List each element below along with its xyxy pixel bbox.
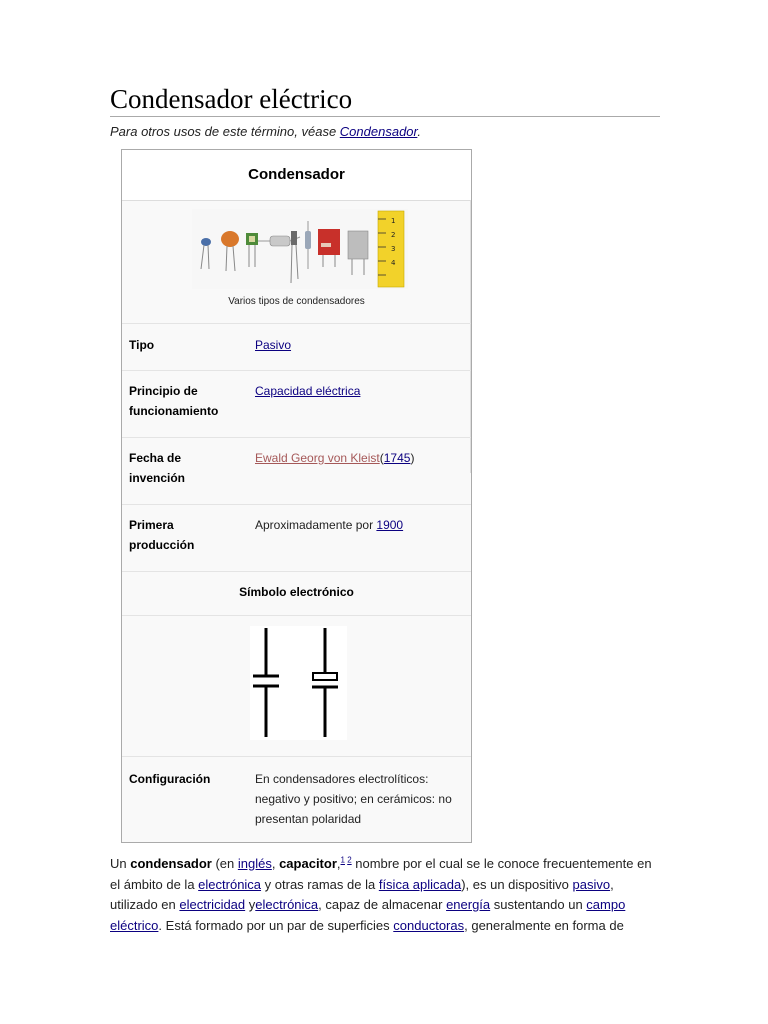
svg-text:3: 3 (391, 245, 396, 253)
link-pasivo[interactable]: Pasivo (255, 338, 292, 352)
text: nombre por el cual se le conoce frecuentemente en el ámbito de la (110, 856, 652, 892)
term-capacitor: capacitor (279, 856, 337, 871)
title-divider (110, 116, 660, 117)
link-pasivo-body[interactable]: pasivo (572, 876, 611, 892)
infobox (121, 149, 472, 843)
hatnote-link[interactable]: Condensador (339, 124, 418, 139)
row-value-fecha (255, 448, 467, 468)
text: , generalmente en forma de (464, 917, 624, 933)
text: Un (110, 856, 131, 871)
image-caption: Varios tipos de condensadores (228, 296, 365, 307)
link-ingles[interactable]: inglés (237, 856, 272, 871)
link-electronica[interactable]: electrónica (198, 876, 262, 892)
link-ewald-von-kleist[interactable]: Ewald Georg von Kleist (255, 451, 380, 465)
row-divider (122, 437, 471, 438)
row-value-text: Aproximadamente por (255, 518, 377, 532)
article-paragraph (110, 854, 660, 936)
infobox-header (122, 150, 471, 201)
row-label-fecha: Fecha de invención (129, 451, 186, 485)
row-value-principio (255, 381, 467, 401)
link-electricidad[interactable]: electricidad (179, 897, 246, 912)
row-divider (122, 571, 471, 572)
text: y (245, 897, 256, 912)
row-value-tipo (255, 335, 467, 355)
row-divider (122, 615, 471, 616)
row-label-tipo: Tipo (129, 338, 155, 352)
text: (en (211, 856, 238, 871)
text: . Está formado por un par de superficies (158, 917, 394, 933)
row-value-configuracion: En condensadores electrolíticos: negativo y positivo; en cerámicos: no presentan polaridad (255, 772, 452, 826)
row-divider (122, 756, 471, 757)
paren-open: ( (379, 451, 384, 465)
row-value-primera (255, 515, 467, 535)
text: y otras ramas de la (261, 876, 379, 892)
row-divider (122, 504, 471, 505)
page-title: Condensador eléctrico (110, 84, 353, 114)
link-campo-electrico[interactable]: campo eléctrico (110, 897, 626, 933)
text: ), es un dispositivo (461, 876, 573, 892)
row-divider (122, 323, 471, 324)
text: , (271, 856, 280, 871)
svg-text:4: 4 (391, 259, 396, 267)
link-conductoras[interactable]: conductoras (393, 917, 465, 933)
link-electronica-2[interactable]: electrónica (255, 897, 319, 912)
paren-close: ) (410, 451, 415, 465)
hatnote-suffix: . (417, 124, 421, 139)
svg-text:2: 2 (391, 231, 396, 239)
text: , (336, 856, 341, 871)
hatnote-text: Para otros usos de este término, véase (110, 124, 340, 139)
link-1900[interactable]: 1900 (376, 518, 404, 532)
capacitor-symbol[interactable] (250, 626, 347, 740)
text: sustentando un (490, 897, 587, 912)
term-condensador: condensador (130, 856, 212, 871)
row-label-configuracion: Configuración (129, 772, 211, 786)
symbol-header: Símbolo electrónico (239, 585, 354, 599)
row-label-primera: Primera producción (129, 518, 195, 552)
ref-2[interactable]: 2 (347, 855, 352, 865)
text: , utilizado en (110, 876, 614, 912)
hatnote (110, 124, 421, 139)
infobox-title: Condensador (248, 166, 345, 183)
svg-text:1: 1 (391, 217, 396, 225)
capacitor-photo[interactable] (192, 209, 408, 289)
link-energia[interactable]: energía (446, 897, 491, 912)
text: , capaz de almacenar (318, 897, 447, 912)
row-label-principio: Principio de funcionamiento (129, 384, 219, 418)
link-1745[interactable]: 1745 (383, 451, 411, 465)
link-fisica-aplicada[interactable]: física aplicada (378, 876, 462, 892)
row-divider (122, 370, 471, 371)
ref-1[interactable]: 1 (340, 855, 345, 865)
link-capacidad-electrica[interactable]: Capacidad eléctrica (255, 384, 361, 398)
